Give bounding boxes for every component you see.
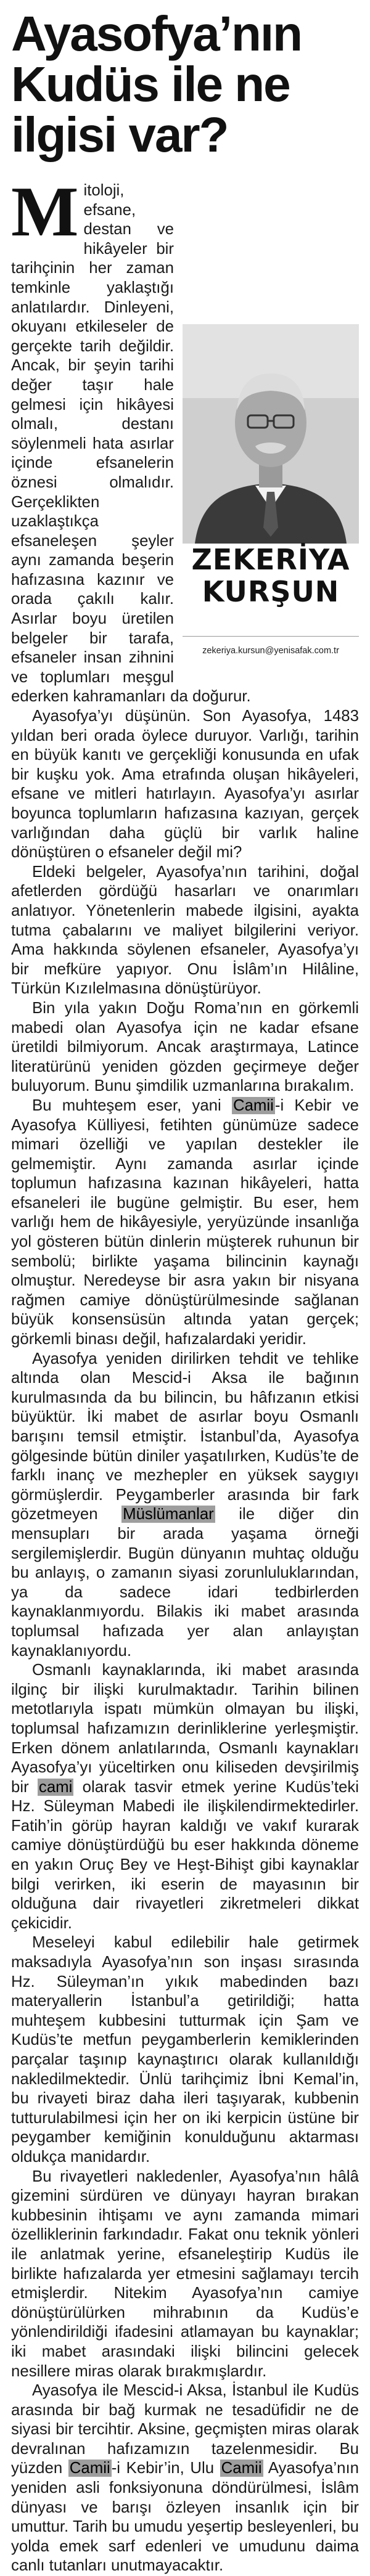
paragraph-6 (11, 1350, 359, 1661)
paragraph-1-text: itoloji, efsane, destan ve hikâyeler bir tarihçinin her zaman temkinle yaklaştığı anlatılardır. Dinleyeni, okuyanı etkileseler de gerçekte tarih değildir. Ancak, bir şeyin tarihi değer taşır hale gelmesi için hikâyesi olmalı, destanı söylenmeli hata asırlar içinde efsanelerin öznesi olmalıdır. Gerçeklikten uzaklaştıkça efsaneleşen şeyler aynı zamanda beşerin hafızasına kazınır ve orada çakılı kalır. Asırlar boyu üretilen belgeler bir tarafa, efsaneler insan zihnini ve toplumları meşgul ederken kahramanları da doğurur. (11, 182, 251, 706)
author-name (183, 544, 359, 608)
paragraph-5-b: -i Kebir ve Ayasofya Külliyesi, fetihten günümüze sadece mimari özelliği ve yapılan destekler ile gelmemiştir. Aynı zamanda asırlar içinde toplumun hafızasına kazınan hikâyeleri, hatta efsaneleri ile bugüne gelmiştir. Bu eser, hem varlığı hem de hikâyesiyle, yeryüzünde insanlığa yol gösteren bütün dinlerin müşterek ruhunun bir sembolü; birlikte yaşama bilincinin kaynağı olmuştur. Neredeyse bir asra yakın bir nisyana rağmen camiye dönüştürülmesinde sağlanan büyük konsensüsün altında yatan gerçek; görkemli binası değil, hafızalardaki yeridir. (11, 1096, 360, 1348)
paragraph-10-c: Ayasofya’nın yeniden asli fonksiyonuna döndürülmesi, İslâm dünyası ve barışı özleyen insanlık için bir umuttur. Tarih bu umudu yeşertip besleyenleri, bu yolda emek sarf edenleri ve umudunu daima canlı tutanları unutmayacaktır. (11, 2460, 359, 2575)
paragraph-9: Bu rivayetleri nakledenler, Ayasofya’nın hâlâ gizemini sürdüren ve dünyayı hayran bırakan kubbesinin ihtişamı ve aynı zamanda mimari özelliklerinin farkındadır. Fakat onu teknik yönleri ile anlatmak yerine, efsaneleştirip Kudüs ile birlikte hafızalarda yer etmesini sağlamayı tercih etmişlerdir. Nitekim Ayasofya’nın camiye dönüştürülürken mihrabının da Kudüs’e yönlendirildiği ifadesini atlamayan bu kaynaklar; iki mabet arasındaki ilişki bilincini gelecek nesillere miras olarak bırakmışlardır. (11, 2167, 359, 2380)
paragraph-3: Eldeki belgeler, Ayasofya’nın tarihini, doğal afetlerden gördüğü hasarları ve onarımları anlatıyor. Yönetenlerin mabede ilgisini, ayakta tutma çabalarını ve maliyet bilgilerini veriyor. Ama hakkında söylenen efsaneler, Ayasofya’yı bir mefküre yapıyor. Onu İslâm’ın Hilâline, Türkün Kızılelmasına dönüştürüyor. (11, 863, 359, 998)
paragraph-5 (11, 1096, 359, 1350)
paragraph-10-a: Ayasofya ile Mescid-i Aksa, İstanbul ile Kudüs arasında bir bağ kurmak ne tesadüfidir ne de siyasi bir tercihtir. Aksine, geçmişten miras olarak devralınan hafızamızın tazelenmesidir. Bu yüzden (11, 2382, 359, 2477)
paragraph-7-b: olarak tasvir etmek yerine Kudüs’teki Hz. Süleyman Mabedi ile ilişkilendirmektedirler. Fatih’in görüp hayran kaldığı ve vakıf kurarak camiye dönüştürdüğü bu eser hakkında döneme en yakın Oruç Bey ve Heşt-Bihişt gibi kaynaklar bilgi verirken, iki eserin de mayasının bir olduğuna dair rivayetleri zikretmeleri dikkat çekicidir. (11, 1778, 360, 1932)
paragraph-5-a: Bu muhteşem eser, yani (32, 1096, 232, 1114)
article-headline (11, 6, 359, 162)
highlighted-word: Camii (232, 1096, 274, 1114)
highlighted-word: Müslümanlar (123, 1506, 214, 1523)
headline-line-3: ilgisi var? (11, 107, 228, 162)
author-photo (183, 324, 359, 544)
paragraph-10-b: -i Kebir’in, Ulu (111, 2460, 220, 2477)
paragraph-6-a: Ayasofya yeniden dirilirken tehdit ve tehlike altında olan Mescid-i Aksa ile bağının kurulmasında da bu bilincin, bu hâfızanın etkisi büyüktür. İki mabet de asırlar boyu Osmanlı barışını temsil etmiştir. İstanbul’da, Ayasofya gölgesinde bütün diniler yaşatılırken, Kudüs’te de farklı inanç ve mezhepler en yüksek saygıyı görmüşlerdir. Peygamberler arasında bir fark gözetmeyen (11, 1350, 359, 1523)
paragraph-2: Ayasofya’yı düşünün. Son Ayasofya, 1483 yıldan beri orada öylece duruyor. Varlığı, tarihin en büyük kanıtı ve gerçekliği konusunda en ufak bir kuşku yok. Ama etrafında oluşan hikâyeleri, efsane ve mitleri hatırlayın. Ayasofya’yı asırlar boyunca toplumların hafızasına kazıyan, gerçek varlığından daha güçlü bir varlık haline dönüştüren o efsaneler değil mi? (11, 707, 359, 862)
headline-line-2: Kudüs ile ne (11, 57, 290, 112)
article-body (11, 173, 360, 2576)
paragraph-6-b: ile diğer din mensupları bir arada yaşama örneği sergilemişlerdir. Bugün dünyanın muhtaç olduğu bu anlayış, o zamanın siyasi zorunluluklarından, ya da sadece idari tedbirlerden kaynaklanmıyordu. Bilakis iki mabet arasında toplumsal hafızada yer alan anlayıştan kaynaklanıyordu. (11, 1506, 360, 1660)
author-first-name: ZEKERİYA (191, 543, 350, 576)
highlighted-word: cami (38, 1778, 73, 1796)
paragraph-7-a: Osmanlı kaynaklarında, iki mabet arasında ilginç bir ilişki kurulmaktadır. Tarihin bilinen metotlarıyla ispatı mümkün olmayan bu ilişki, toplumsal hafızamızın derinliklerine yerleşmiştir. Erken dönem anlatılarında, Osmanlı kaynakları Ayasofya’yı yüceltirken onu kiliseden devşirilmiş bir (11, 1661, 359, 1796)
paragraph-10 (11, 2381, 359, 2576)
drop-cap: M (11, 173, 79, 251)
paragraph-4: Bin yıla yakın Doğu Roma’nın en görkemli mabedi olan Ayasofya için ne kadar efsane üretildi bilmiyorum. Ancak araştırmaya, Latince literatürünü yeniden gözden geçirmeye değer buluyorum. Bunu şimdilik uzmanlarına bırakalım. (11, 999, 359, 1095)
paragraph-7 (11, 1661, 359, 1933)
highlighted-word: Camii (69, 2460, 110, 2477)
author-last-name: KURŞUN (202, 575, 340, 608)
paragraph-8: Meseleyi kabul edilebilir hale getirmek maksadıyla Ayasofya’nın son inşası sırasında Hz. Süleyman’ın yıkık mabedinden bazı materyallerin İstanbul’a getirildiği; hatta muhteşem kubbesini tutturmak için Şam ve Kudüs’te metfun peygamberlerin kemiklerinden parçalar taşınıp kaynaştırıcı olarak kullanıldığı nakledilmektedir. Ünlü tarihçimiz İbni Kemal’in, bu rivayeti biraz daha ileri taşıyarak, kubbenin tutturulabilmesi için her on iki kerpicin üstüne bir peygamber kemiğinin konulduğunu aktarması oldukça manidardır. (11, 1934, 359, 2166)
author-box (183, 324, 359, 662)
author-email: zekeriya.kursun@yenisafak.com.tr (183, 636, 359, 661)
headline-line-1: Ayasofya’nın (11, 6, 302, 61)
highlighted-word: Camii (221, 2460, 262, 2477)
